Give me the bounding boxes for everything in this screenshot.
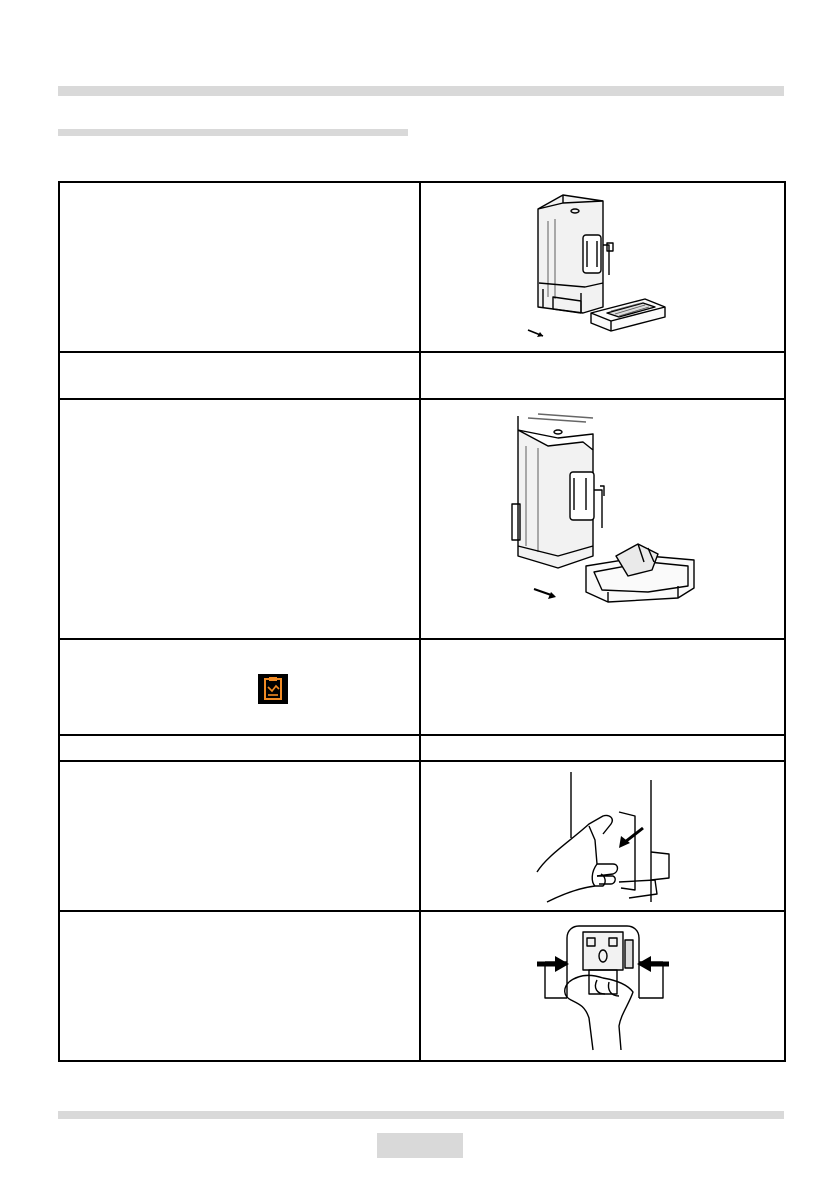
header-title-bar <box>58 86 784 96</box>
step-illustration-3 <box>420 399 785 639</box>
step-text-6 <box>59 761 420 911</box>
empty-grounds-icon <box>258 674 288 704</box>
step-text-5 <box>59 735 420 761</box>
step-note-4 <box>420 639 785 735</box>
step-illustration-6 <box>420 761 785 911</box>
step-row-5 <box>59 735 785 761</box>
step-text-4 <box>59 639 420 735</box>
brewing-unit-squeeze-illustration <box>533 918 673 1054</box>
step-row-7 <box>59 911 785 1061</box>
brewing-unit-release-illustration <box>533 768 673 904</box>
section-subtitle-bar <box>58 129 408 136</box>
grounds-container-removal-illustration <box>498 406 708 612</box>
step-text-7 <box>59 911 420 1061</box>
step-note-2 <box>420 352 785 399</box>
instruction-table <box>58 181 786 1062</box>
step-row-2 <box>59 352 785 399</box>
step-text-2 <box>59 352 420 399</box>
step-row-4 <box>59 639 785 735</box>
step-row-6 <box>59 761 785 911</box>
page-number <box>377 1133 463 1158</box>
footer-bar <box>58 1111 784 1119</box>
step-illustration-7 <box>420 911 785 1061</box>
step-text-3 <box>59 399 420 639</box>
drip-tray-removal-illustration <box>503 189 703 345</box>
step-text-1 <box>59 182 420 352</box>
step-row-1 <box>59 182 785 352</box>
step-note-5 <box>420 735 785 761</box>
step-row-3 <box>59 399 785 639</box>
step-illustration-1 <box>420 182 785 352</box>
